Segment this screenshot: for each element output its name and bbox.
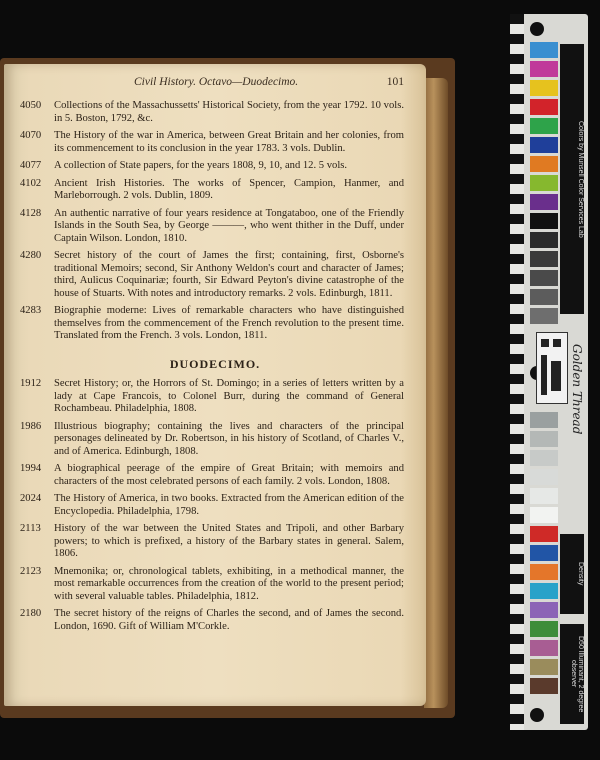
running-title: Civil History. Octavo—Duodecimo. [134, 76, 299, 88]
entry-text: A collection of State papers, for the years 1808, 9, 10, and 12. 5 vols. [54, 160, 348, 171]
color-swatch [530, 621, 558, 637]
color-swatch [530, 270, 558, 286]
catalog-entry [4, 566, 426, 604]
color-swatch [530, 118, 558, 134]
entry-number: 4050 [20, 100, 42, 111]
color-swatch [530, 289, 558, 305]
strip-bottom-label: D50 Illuminant, 2 degree observer [560, 624, 584, 724]
color-swatch [530, 678, 558, 694]
entry-text: Secret history of the court of James the first; containing, first, Osborne's traditional Memoirs; second, Sir Anthony Weldon's court and character of James; third, Aulicus Coquinariæ; fourth, Sir Edward Peyton's divine catastrophe of the house of Stuarts. With notes and introductory remarks. 2 vols. Edinburgh, 1811. [54, 250, 404, 299]
catalog-entry [4, 208, 426, 246]
color-swatch [530, 640, 558, 656]
catalog-entry [4, 178, 426, 203]
entry-number: 4128 [20, 207, 42, 219]
entry-text: Illustrious biography; containing the lives and characters of the principal personages delineated by Dr. Robertson, in his history of Scotland, of Charles V., and of America. Edinburgh, 1808. [54, 420, 404, 457]
color-swatch [530, 583, 558, 599]
catalog-entry [4, 523, 426, 561]
color-swatch [530, 507, 558, 523]
color-swatch [530, 431, 558, 447]
color-swatch [530, 412, 558, 428]
entry-number: 4102 [20, 177, 42, 189]
book-fore-edge [424, 78, 448, 708]
strip-brand-label: Golden Thread [570, 344, 584, 435]
strip-hole-bottom [530, 708, 544, 722]
catalog-entry [4, 608, 426, 633]
color-swatch [530, 564, 558, 580]
entry-text: A biographical peerage of the empire of Great Britain; with memoirs and characters of the most celebrated persons of each family. 2 vols. London, 1808. [54, 463, 404, 487]
catalog-entry [4, 305, 426, 343]
catalog-entry [4, 250, 426, 300]
entry-text: The History of the war in America, between Great Britain and her colonies, from its commencement to its conclusion in the year 1783. 3 vols. Dublin. [54, 130, 404, 154]
color-swatch [530, 156, 558, 172]
entry-number: 1912 [20, 378, 42, 389]
entry-number: 2123 [20, 565, 42, 577]
ruler-scale [510, 14, 524, 730]
page-number: 101 [386, 76, 404, 88]
octavo-entry-list [4, 100, 426, 348]
entry-text: History of the war between the United States and Tripoli, and other Barbary powers; to which is prefixed, a history of the Barbary states in general. Salem, 1806. [54, 523, 404, 559]
color-swatch [530, 308, 558, 324]
color-swatch [530, 602, 558, 618]
entry-number: 2113 [20, 523, 41, 534]
color-swatch [530, 469, 558, 485]
entry-number: 1994 [20, 463, 42, 474]
catalog-entry [4, 100, 426, 125]
section-heading: DUODECIMO. [169, 357, 261, 371]
entry-number: 4283 [20, 305, 42, 316]
color-swatch [530, 659, 558, 675]
entry-number: 2024 [20, 493, 42, 504]
color-swatch [530, 61, 558, 77]
duodecimo-entry-list [4, 378, 426, 638]
color-swatch [530, 175, 558, 191]
entry-number: 4280 [20, 250, 42, 261]
color-swatch [530, 450, 558, 466]
catalog-entry [4, 493, 426, 518]
catalog-entry [4, 421, 426, 459]
strip-hole-top [530, 22, 544, 36]
catalog-entry [4, 160, 426, 173]
entry-text: The secret history of the reigns of Charles the second, and of James the second. London, 1690. Gift of William M'Corkle. [54, 608, 404, 632]
color-swatch [530, 488, 558, 504]
color-swatch [530, 137, 558, 153]
entry-number: 4070 [20, 130, 42, 141]
catalog-entry [4, 130, 426, 155]
entry-number: 1986 [20, 420, 42, 432]
entry-text: An authentic narrative of four years residence at Tongataboo, one of the Friendly Islands in the South Sea, by George ———, who went thither in the Duff, under Captain Wilson. London, 1810. [54, 207, 404, 244]
color-swatch [530, 80, 558, 96]
color-swatch [530, 194, 558, 210]
color-checker-strip [510, 14, 588, 730]
book-page [4, 64, 426, 706]
color-swatch [530, 99, 558, 115]
entry-text: Collections of the Massachussetts' Historical Society, from the year 1792. 10 vols. in 5. Boston, 1792, &c. [54, 100, 404, 124]
entry-text: Secret History; or, the Horrors of St. Domingo; in a series of letters written by a lady at Cape Francois, to Colonel Burr, during the command of General Rochambeau. Philadelphia, 1808. [54, 378, 404, 414]
color-swatch [530, 213, 558, 229]
entry-text: The History of America, in two books. Extracted from the American edition of the Encyclopedia. Philadelphia, 1798. [54, 493, 404, 517]
strip-side-label: Colors by Munsell Color Services Lab [560, 44, 584, 314]
entry-number: 2180 [20, 608, 42, 619]
entry-text: Mnemonika; or, chronological tablets, exhibiting, in a methodical manner, the most remarkable occurrences from the creation of the world to the present period; with several valuable tables. Philadelphia, 1812. [54, 565, 404, 602]
color-swatch [530, 232, 558, 248]
color-swatch [530, 42, 558, 58]
entry-text: Biographie moderne: Lives of remarkable characters who have distinguished themselves from the commencement of the French revolution to the present time. Translated from the French. 3 vols. London, 1811. [54, 305, 404, 341]
color-swatch [530, 251, 558, 267]
color-swatch [530, 545, 558, 561]
catalog-entry [4, 378, 426, 416]
color-swatch [530, 526, 558, 542]
entry-text: Ancient Irish Histories. The works of Spencer, Campion, Hanmer, and Marleborrough. 2 vols. Dublin, 1809. [54, 177, 404, 201]
catalog-entry [4, 463, 426, 488]
entry-number: 4077 [20, 160, 42, 171]
strip-density-label: Density [560, 534, 584, 614]
